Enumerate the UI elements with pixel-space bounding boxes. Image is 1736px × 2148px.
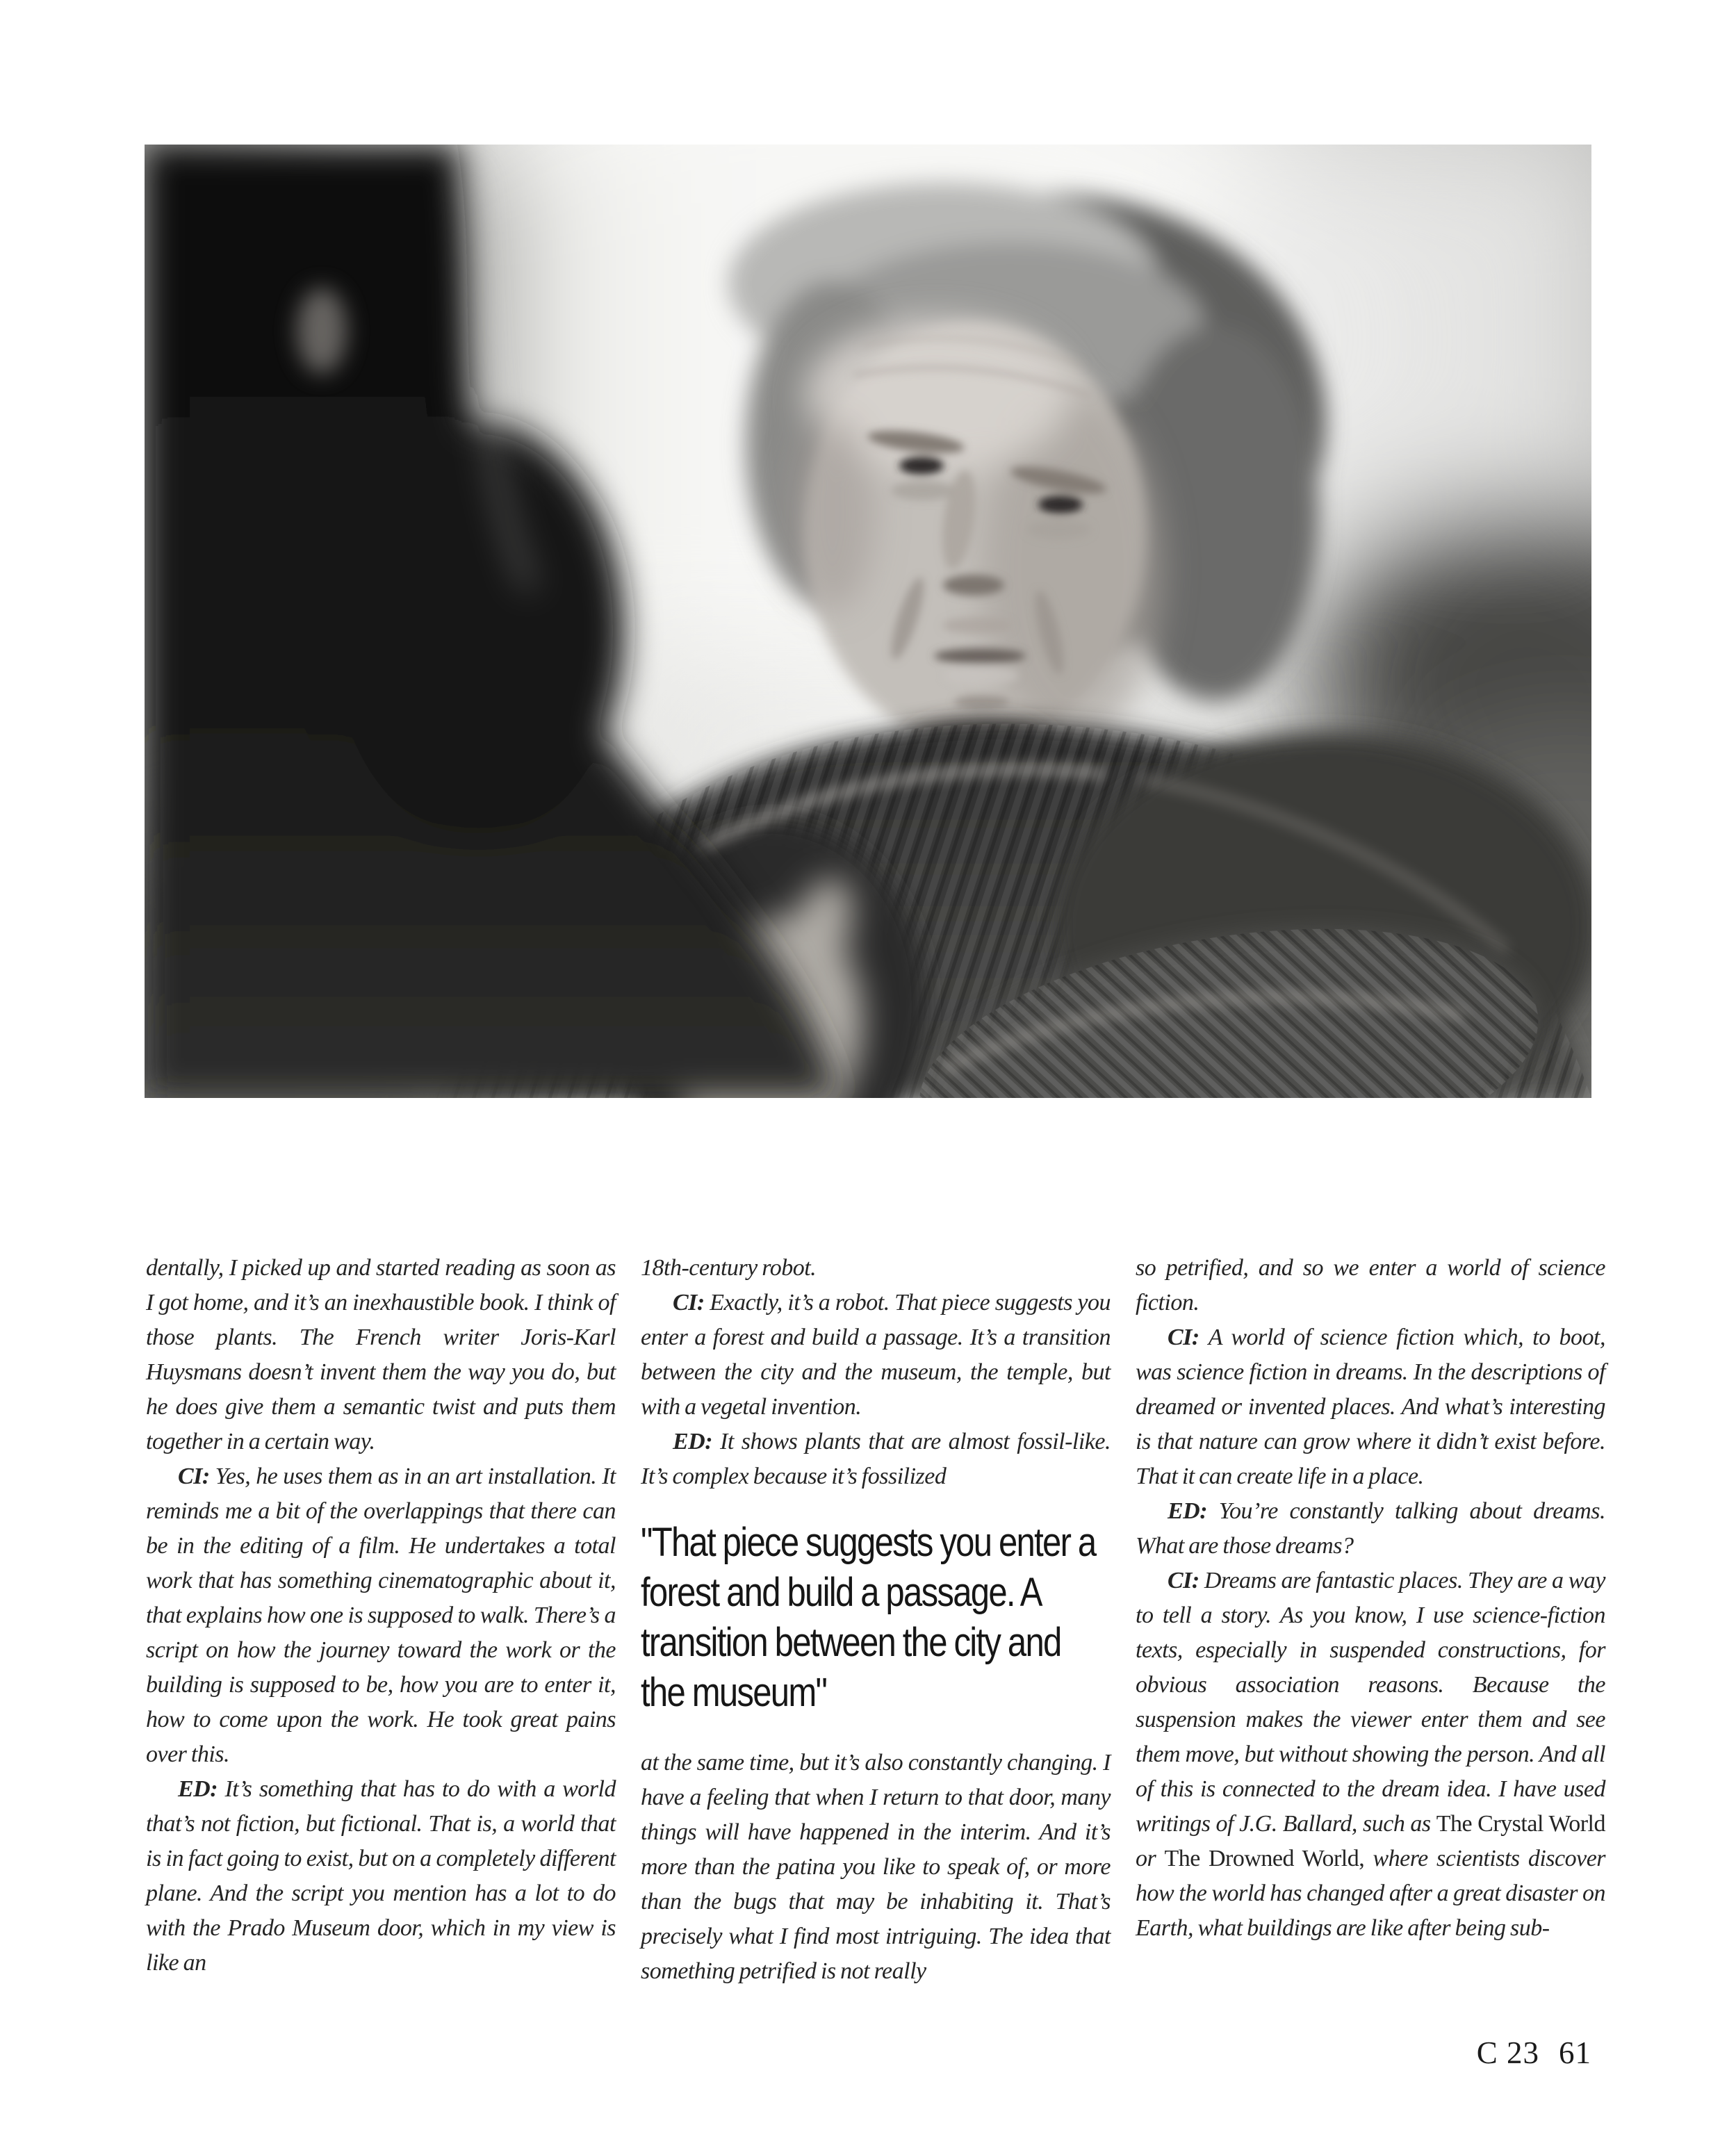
- paragraph: [1136, 1494, 1605, 1564]
- text-segment: dentally, I picked up and started reading as soon as I got home, and it’s an inexhaustible book. I think of those plants. The French writer Joris-Karl Huysmans doesn’t invent them the way you do, but he does give them a semantic twist and puts them together in a certain way.: [146, 1255, 616, 1454]
- text-segment: Exactly, it’s a robot. That piece suggests you enter a forest and build a passage. It’s a transition between the city and the museum, the temple, but with a vegetal invention.: [641, 1290, 1111, 1420]
- speaker-label: CI:: [178, 1464, 215, 1489]
- paragraph: [146, 1772, 616, 1981]
- text-segment: It shows plants that are almost fossil-like. It’s complex because it’s fossilized: [641, 1429, 1111, 1489]
- speaker-label: ED:: [1168, 1498, 1219, 1524]
- article-body: [146, 1251, 1608, 2057]
- paragraph: [146, 1459, 616, 1772]
- column-2-top: [641, 1251, 1111, 1494]
- column-3: [1136, 1251, 1605, 1946]
- folio-issue: C 23: [1476, 2035, 1539, 2070]
- speaker-label: CI:: [1168, 1568, 1204, 1593]
- column-2-bottom: [641, 1746, 1111, 1989]
- text-segment: 18th-century robot.: [641, 1255, 817, 1281]
- interview-photo: [145, 145, 1591, 1098]
- speaker-label: CI:: [673, 1290, 710, 1315]
- pull-quote: "That piece suggests you enter a forest and build a passage. A transition between the city and the museum": [641, 1520, 1096, 1715]
- paragraph: [641, 1286, 1111, 1425]
- paragraph: [1136, 1320, 1605, 1494]
- text-segment: It’s something that has to do with a world that’s not fiction, but fictional. That is, a world that is in fact going to exist, but on a completely different plane. And the script you mention has a lot to do with the Prado Museum door, which in my view is like an: [146, 1776, 616, 1976]
- paragraph: [641, 1251, 1111, 1286]
- text-segment: or: [1136, 1846, 1165, 1871]
- column-1: [146, 1251, 616, 1981]
- speaker-label: ED:: [178, 1776, 225, 1802]
- text-segment: Yes, he uses them as in an art installation. It reminds me a bit of the overlappings that there can be in the editing of a film. He undertakes a total work that has something cinematographic about it, that explains how one is supposed to walk. There’s a script on how the journey toward the work or the building is supposed to be, how you are to enter it, how to come upon the work. He took great pains over this.: [146, 1464, 616, 1767]
- text-segment: at the same time, but it’s also constantly changing. I have a feeling that when I return to that door, many things will have happened in the interim. And it’s more than the patina you like to speak of, or more than the bugs that may be inhabiting it. That’s precisely what I find most intriguing. The idea that something petrified is not really: [641, 1750, 1111, 1984]
- paragraph: [641, 1746, 1111, 1989]
- column-2: [641, 1251, 1111, 1989]
- text-segment: The Drowned World,: [1164, 1846, 1365, 1871]
- folio-page-number: 61: [1559, 2035, 1591, 2070]
- text-segment: Dreams are fantastic places. They are a way to tell a story. As you know, I use science-fiction texts, especially in suspended constructions, for obvious association reasons. Because the suspension makes the viewer enter them and see them move, but without showing the person. And all of this is connected to the dream idea. I have used writings of J.G. Ballard, such as: [1136, 1568, 1605, 1837]
- portrait-photo-illustration: [145, 145, 1591, 1098]
- speaker-label: CI:: [1168, 1325, 1209, 1350]
- silhouette-ear: [297, 288, 347, 374]
- text-segment: so petrified, and so we enter a world of science fiction.: [1136, 1255, 1605, 1315]
- paragraph: [1136, 1251, 1605, 1320]
- page-folio: [0, 2035, 1591, 2071]
- text-segment: A world of science fiction which, to boot, was science fiction in dreams. In the descriptions of dreamed or invented places. And what’s interesting is that nature can grow where it didn’t exist before. That it can create life in a place.: [1136, 1325, 1606, 1489]
- text-segment: You’re constantly talking about dreams. What are those dreams?: [1136, 1498, 1605, 1559]
- paragraph: [1136, 1564, 1605, 1946]
- paragraph: [641, 1425, 1111, 1494]
- text-segment: where scientists discover how the world has changed after a great disaster on Earth, what buildings are like after being sub-: [1136, 1846, 1606, 1941]
- text-segment: The Crystal World: [1436, 1811, 1605, 1837]
- speaker-label: ED:: [673, 1429, 720, 1454]
- paragraph: [146, 1251, 616, 1459]
